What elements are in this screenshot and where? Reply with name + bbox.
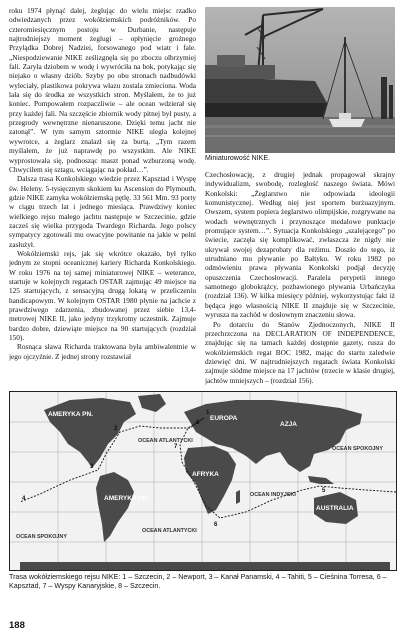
article-left-column [9,6,196,390]
route-number-8: 8 [196,420,200,426]
route-number-5: 5 [322,488,326,494]
route-map [9,391,397,571]
yacht-photo-image [205,7,395,153]
map-label-australia: AUSTRALIA [316,505,354,512]
map-label-africa: AFRYKA [192,471,219,478]
yacht-photo [205,7,395,153]
map-label-asia: AZJA [280,421,297,428]
route-number-7: 7 [174,444,178,450]
map-label-indian: OCEAN INDYJSKI [250,492,296,498]
route-number-2: 2 [114,426,118,432]
route-number-3: 3 [90,464,94,470]
photo-caption: Miniaturowość NIKE. [205,155,270,162]
article-right-column [205,170,395,388]
paragraph: Wokółziemski rejs, jak się wkrótce okazało, był tylko jednym ze stopni oceanicznej kariery Richarda Konkolskiego. W roku 1976 na tej samej miniaturowej NIKE – weterance, startuje w kolejnych regatach OSTAR zajmując 49 miejsce na 125 startujących, z sensacyjną drugą lokatą w przeliczeniu handicapowym. W kolejnym OSTAR 1980 płynie na jachcie z prawdziwego zdarzenia, zbudowanej przez siebie 13,4-metrowej NIKE II, jako jedyny trzykrotny uczestnik. Zajmuje bardzo dobre, dziewiąte miejsce na 90 startujących (rozdział 150). [9,248,196,343]
map-label-pacific-left: OCEAN SPOKOJNY [16,534,67,540]
map-label-atlantic-s: OCEAN ATLANTYCKI [142,528,197,534]
paragraph: roku 1974 płynąć dalej, żeglując do wielu miejsc rzadko odwiedzanych przez wokółziemskich podróżników. Po czteromiesięcznym postoju w Durbanie, następuje najtrudniejszy moment żeglugi – opłynięcie groźnego Przylądka Dobrej Nadziei, forsowanego pod wiatr i fale. „Niespodziewanie NIKE ześlizgnęła się po zboczu olbrzymiej fali. Zaryła dziobem w wodę i wywróciła na bok, potykając się niejako o własny dziób. Szyby po obu stronach nadbudówki wyleciały, plastikowa pokrywa włazu zostala zmieciona. Woda lała się do środka ze wszystkich stron. Myślałem, że to już koniec. Pompowałem rozpaczliwie – ale ocean wdzierał się przy każdej fali. Na szczęście zbiornik wody pitnej był pusty, a przegrody wewnętrzne nienaruszone. Dzięki temu jacht nie zatonął”. W tym samym sztormie NIKE uległa kolejnej wywrotce, a żeglarz znalazł się za burtą. „Tym razem myślałem, że już naprawdę po wszystkim. Ale NIKE wyprostowała się, podnosząc maszt ponad wzburzoną wodę. Chwyciłem się sztagu, wciągając na pokład…”. [9,6,196,174]
route-number-4: 4 [22,496,26,502]
world-map [10,392,396,570]
route-number-6: 6 [214,522,218,528]
page-number: 188 [9,620,25,631]
paragraph: Czechosłowację, z drugiej jednak propagował skrajny indywidualizm, swobodę, rozległość naszego świata. Mówi Konkolski: „Żeglarstwo nie odpowiada ideologii komunistycznej. Według niej jest sportem burżuazyjnym. Owszem, system popiera żeglarstwo olimpijskie, rozgrywane na wodach wewnętrznych i przynoszące medalowe punktacje promujące system…”. Sytuacja Konkolskiego „szalejącego” po świecie, zaczęła się komplikować, zwłaszcza że nigdy nie ukrywał swojej dezaprobaty dla reżimu. Doszło do tego, iż utrudniano mu pływanie po Bałtyku. W roku 1982 po odmówieniu prawa pływania Konkolski podjął decyzję opuszczenia Czechosłowacji. Paralela perypetii innego samotnego globokrążcy, pozbawionego pływania Urbańczyka (rozdział 136). W kilka miesięcy później, wykorzystując fakt iż będąca jego własnością NIKE II znajduje się w Szczecinie, wyrusza na zachód w dosłownym znaczeniu słowa. [205,170,395,320]
madagascar-shape [236,490,240,504]
map-label-america-s: AMERYKA PD. [104,495,150,502]
map-label-europe: EUROPA [210,415,238,422]
route-number-1: 1 [206,410,210,416]
paragraph: Po dotarciu do Stanów Zjednoczonych, NIKE II przechrzczona na DECLARATION OF INDEPENDENCE, znajdując się na tamach każdej dostępnie gazety, rusza do wokółziemskich regat BOC 1982, mając do startu zaledwie dziewięć dni. W najtrudniejszych regatach świata Konkolski zajmuje siódme miejsce na 17 jachtów (trzecie w klasie drugiej, jachtów mniejszych – (rozdział 156). [205,319,395,385]
map-label-atlantic-n: OCEAN ATLANTYCKI [138,438,193,444]
antarctica-shape [20,562,390,570]
paragraph: Dalsza trasa Konkolskiego wiedzie przez Kapsztad i Wyspę św. Heleny. 5-tysięcznym skokiem ku Ascension do Plymouth, gdzie NIKE zamyka wokółziemską pętlę. 33 561 Mm. 93 porty w ciągu trzech lat i jednego miesiąca. Prawdziwy koniec wielkiego rejsu małego jachtu następuje w Szczecinie, gdzie zacześ się wielka przygoda Twardego Richarda. Jego polscy sympatycy zgotowali mu owacyjne powitanie na jakie w pełni zasłużył. [9,174,196,249]
map-label-pacific-right: OCEAN SPOKOJNY [332,446,383,452]
paragraph: Rosnąca sława Richarda traktowana była ambiwalentnie w jego ojczyźnie. Z jednej strony rozstawiał [9,342,196,361]
map-caption: Trasa wokółziemskiego rejsu NIKE: 1 – Szczecin, 2 – Newport, 3 – Kanał Panamski, 4 – Tahiti, 5 – Cieśnina Torresa, 6 – Kapsztad, 7 – Wyspy Kanaryjskie, 8 – Szczecin. [9,573,387,591]
map-label-america-n: AMERYKA PN. [48,411,94,418]
